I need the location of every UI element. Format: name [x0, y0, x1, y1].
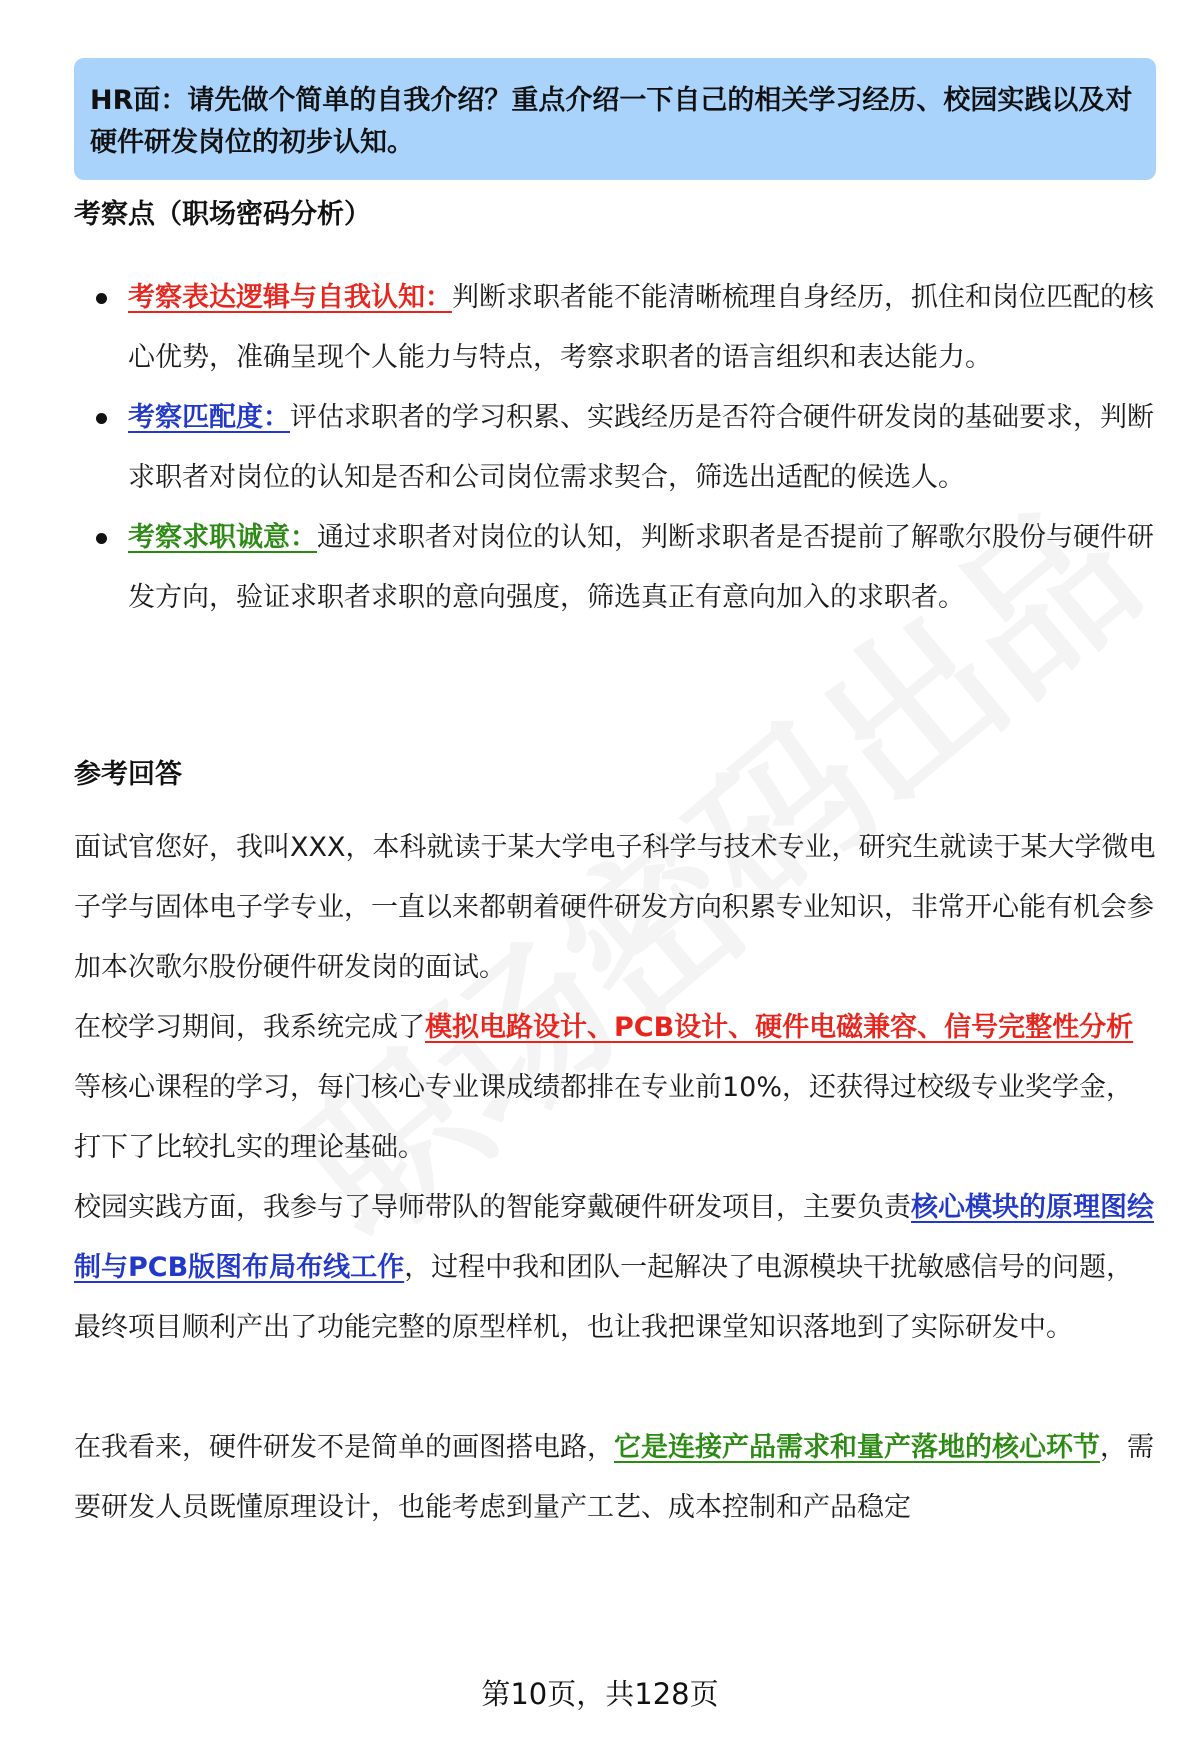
- highlight-project-role: 核心模块的原理图绘制与PCB版图布局布线工作: [74, 1192, 1154, 1283]
- answer-text: 等核心课程的学习，每门核心专业课成绩都排在专业前10%，还获得过校级专业奖学金，打下了比较扎实的理论基础。: [74, 1072, 1134, 1163]
- answer-text: 在校学习期间，我系统完成了: [74, 1012, 425, 1043]
- list-item: [92, 388, 1162, 508]
- answer-text: 校园实践方面，我参与了导师带队的智能穿戴硬件研发项目，主要负责: [74, 1192, 911, 1223]
- answer-paragraph-3: [74, 1178, 1156, 1358]
- analysis-label: 考察表达逻辑与自我认知：: [128, 282, 452, 313]
- page-number: 第10页，共128页: [481, 1677, 719, 1711]
- analysis-title: 考察点（职场密码分析）: [74, 199, 371, 230]
- answer-paragraph-1: 面试官您好，我叫XXX，本科就读于某大学电子科学与技术专业，研究生就读于某大学微电子学与固体电子学专业，一直以来都朝着硬件研发方向积累专业知识，非常开心能有机会参加本次歌尔股份硬件研发岗的面试。: [74, 832, 1156, 983]
- analysis-label: 考察匹配度：: [128, 402, 290, 433]
- analysis-text: 评估求职者的学习积累、实践经历是否符合硬件研发岗的基础要求，判断求职者对岗位的认知是否和公司岗位需求契合，筛选出适配的候选人。: [128, 402, 1154, 493]
- answer-text: ，需要研发人员既懂原理设计，也能考虑到量产工艺、成本控制和产品稳定: [74, 1432, 1154, 1523]
- answer-text: ，过程中我和团队一起解决了电源模块干扰敏感信号的问题，最终项目顺利产出了功能完整的原型样机，也让我把课堂知识落地到了实际研发中。: [74, 1252, 1134, 1343]
- question-box: [74, 58, 1156, 180]
- question-text: HR面：请先做个简单的自我介绍？重点介绍一下自己的相关学习经历、校园实践以及对硬件研发岗位的初步认知。: [90, 85, 1133, 158]
- analysis-list: [92, 268, 1162, 628]
- list-item: [92, 268, 1162, 388]
- answer-title: 参考回答: [74, 759, 182, 790]
- answer-paragraph-2: [74, 998, 1156, 1178]
- analysis-text: 判断求职者能不能清晰梳理自身经历，抓住和岗位匹配的核心优势，准确呈现个人能力与特点，考察求职者的语言组织和表达能力。: [128, 282, 1154, 373]
- highlight-hardware-role: 它是连接产品需求和量产落地的核心环节: [614, 1432, 1100, 1463]
- analysis-text: 通过求职者对岗位的认知，判断求职者是否提前了解歌尔股份与硬件研发方向，验证求职者求职的意向强度，筛选真正有意向加入的求职者。: [128, 522, 1154, 613]
- list-item: [92, 508, 1162, 628]
- analysis-label: 考察求职诚意：: [128, 522, 317, 553]
- answer-text: 在我看来，硬件研发不是简单的画图搭电路，: [74, 1432, 614, 1463]
- answer-paragraph-4: [74, 1418, 1156, 1538]
- highlight-courses: 模拟电路设计、PCB设计、硬件电磁兼容、信号完整性分析: [425, 1012, 1134, 1043]
